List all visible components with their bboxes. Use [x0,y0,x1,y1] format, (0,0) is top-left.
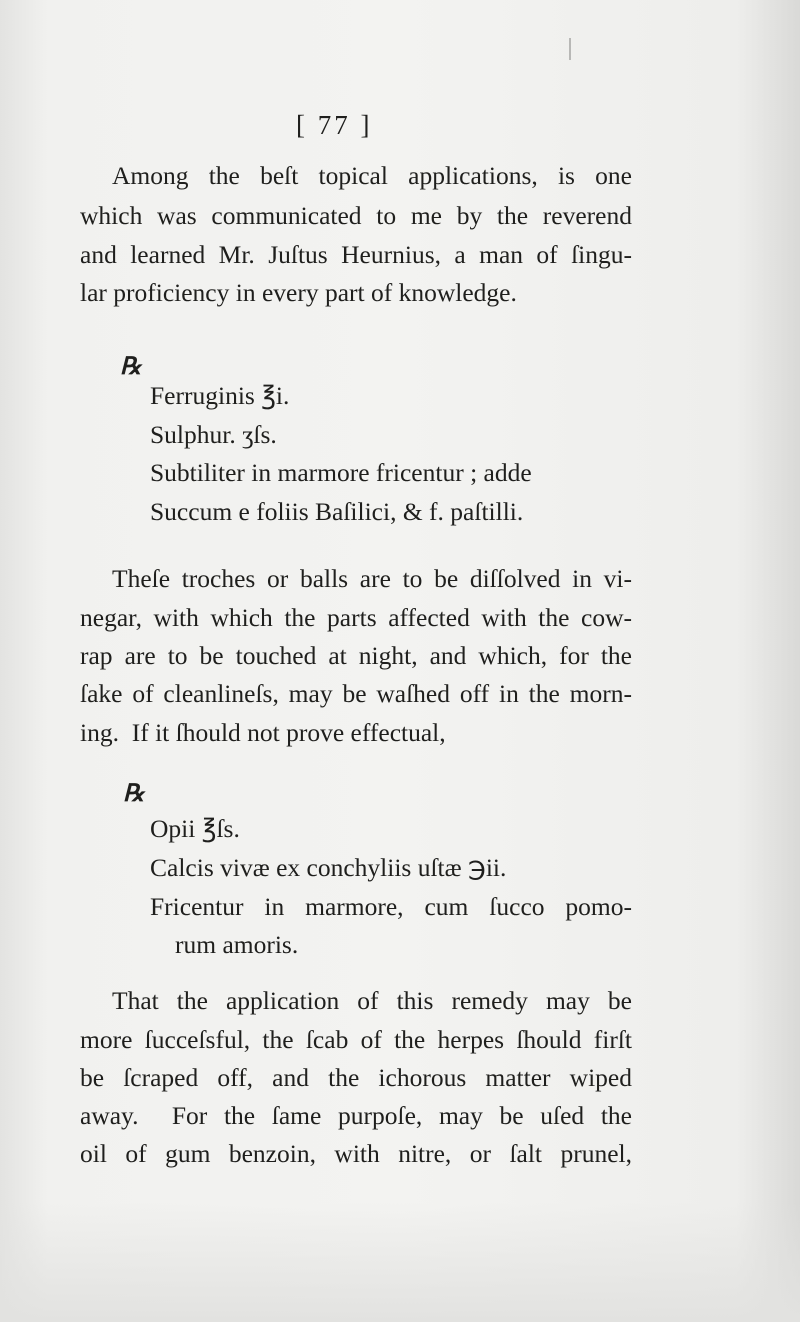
paragraph-1-line-4: lar proficiency in every part of knowledge. [80,278,517,307]
recipe-1-line-1: Ferruginis ℥i. [150,381,290,410]
paragraph-1-line-1: Among the beſt topical applications, is one [112,161,632,190]
page-number: [ 77 ] [296,110,373,140]
paragraph-3-line-4: away. For the ſame purpoſe, may be uſed the [80,1101,632,1130]
paragraph-2-line-1: Theſe troches or balls are to be diſſolved in vi- [112,564,632,593]
recipe-2-line-2: Calcis vivæ ex conchyliis uſtæ ℈ii. [150,853,507,882]
paragraph-2-line-4: ſake of cleanlineſs, may be waſhed off in the morn- [80,679,632,708]
paragraph-3-line-5: oil of gum benzoin, with nitre, or ſalt prunel, [80,1139,632,1168]
paragraph-1-line-2: which was communicated to me by the reverend [80,201,632,230]
paragraph-3-line-1: That the application of this remedy may be [112,986,632,1015]
recipe-2-line-1: Opii ℥ſs. [150,814,240,843]
recipe-1-symbol: ℞ [120,354,142,380]
page-edge-mark [569,38,571,60]
recipe-2-line-3: Fricentur in marmore, cum ſucco pomo- [150,892,632,921]
recipe-1-line-4: Succum e foliis Baſilici, & f. paſtilli. [150,497,524,526]
recipe-1-line-3: Subtiliter in marmore fricentur ; adde [150,458,532,487]
paragraph-2-line-3: rap are to be touched at night, and which, for the [80,641,632,670]
paragraph-2-line-5: ing. If it ſhould not prove effectual, [80,718,446,747]
paragraph-3-line-2: more ſucceſsful, the ſcab of the herpes ſhould firſt [80,1025,632,1054]
recipe-2-line-4: rum amoris. [175,930,299,959]
paragraph-1-line-3: and learned Mr. Juſtus Heurnius, a man of ſingu- [80,240,632,269]
paragraph-2-line-2: negar, with which the parts affected with the cow- [80,603,632,632]
recipe-1-line-2: Sulphur. ʒſs. [150,420,277,449]
paragraph-3-line-3: be ſcraped off, and the ichorous matter wiped [80,1063,632,1092]
page-bottom-shade [0,1202,800,1322]
recipe-2-symbol: ℞ [123,781,145,807]
